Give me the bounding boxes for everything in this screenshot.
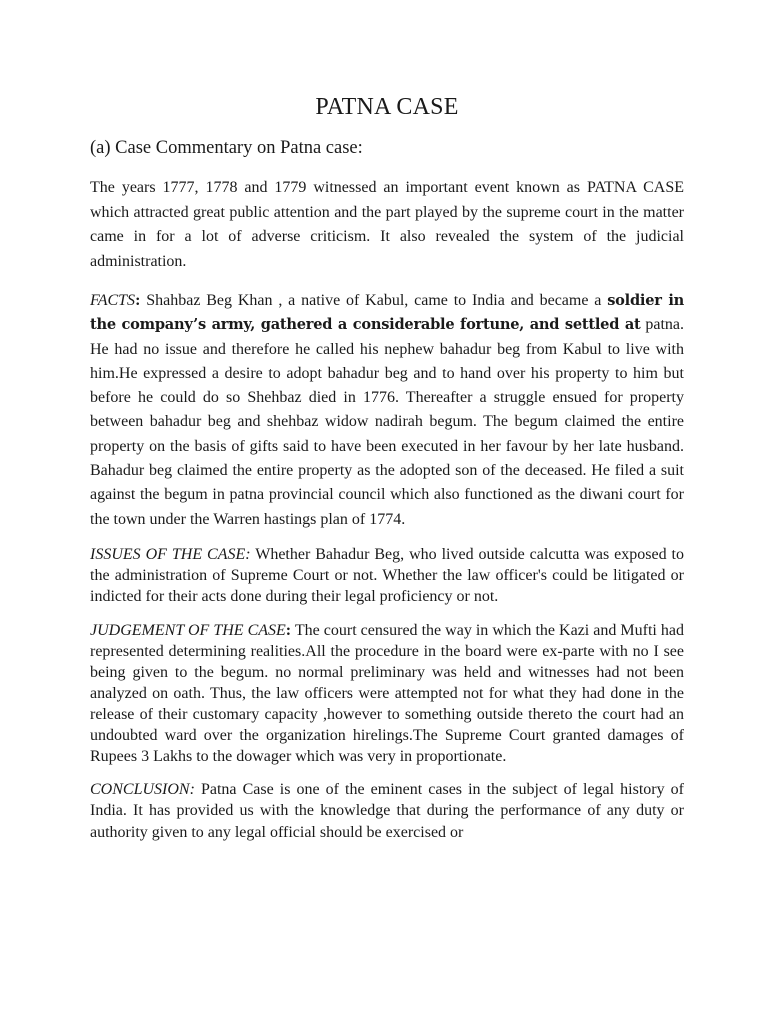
facts-text-end: patna. He had no issue and therefore he called his nephew bahadur beg from Kabul to live with him.He expressed a desire to adopt bahadur beg and to hand over his property to him but before he could do so Shehbaz died in 1776. Thereafter a struggle ensued for property between bahadur beg and shehbaz widow nadirah begum. The begum claimed the entire property on the basis of gifts said to have been executed in her favour by her late husband. Bahadur beg claimed the entire property as the adopted son of the deceased. He filed a suit against the begum in patna provincial council which also functioned as the diwani court for the town under the Warren hastings plan of 1774.	[90, 316, 685, 528]
facts-bold-text: soldier in the company’s army, gathered a considerable fortune, and settled at	[90, 292, 684, 334]
facts-colon: :	[135, 292, 141, 309]
facts-paragraph	[90, 289, 684, 532]
conclusion-label: CONCLUSION:	[90, 780, 195, 798]
judgement-label: JUDGEMENT OF THE CASE	[90, 621, 286, 639]
issues-paragraph	[90, 544, 684, 608]
facts-text-start: Shahbaz Beg Khan , a native of Kabul, came to India and became a	[140, 292, 608, 309]
facts-label: FACTS	[90, 292, 136, 309]
judgement-text: The court censured the way in which the Kazi and Mufti had represented determining realities.All the procedure in the board were ex-parte with no I see being given to the begum. no normal preliminary was held and witnesses had not been analyzed on oath. Thus, the law officers were attempted not for what they had done in the release of their customary capacity ,however to something outside thereto the court had an undoubted ward over the organization hirelings.The Supreme Court granted damages of Rupees 3 Lakhs to the dowager which was very in proportionate.	[90, 621, 684, 765]
conclusion-text: Patna Case is one of the eminent cases in the subject of legal history of India. It has provided us with the knowledge that during the performance of any duty or authority given to any legal official should be exercised or	[90, 780, 684, 841]
section-heading: (a) Case Commentary on Patna case:	[90, 138, 363, 158]
conclusion-paragraph	[90, 779, 684, 844]
document-title: PATNA CASE	[315, 94, 459, 120]
judgement-colon: :	[285, 621, 292, 639]
judgement-paragraph	[90, 620, 684, 767]
issues-label: ISSUES OF THE CASE:	[90, 545, 251, 563]
issues-text: Whether Bahadur Beg, who lived outside calcutta was exposed to the administration of Supreme Court or not. Whether the law officer's could be litigated or indicted for their acts done during their legal proficiency or not.	[90, 545, 684, 606]
intro-paragraph: The years 1777, 1778 and 1779 witnessed an important event known as PATNA CASE which attracted great public attention and the part played by the supreme court in the matter came in for a lot of adverse criticism. It also revealed the system of the judicial administration.	[90, 179, 684, 270]
